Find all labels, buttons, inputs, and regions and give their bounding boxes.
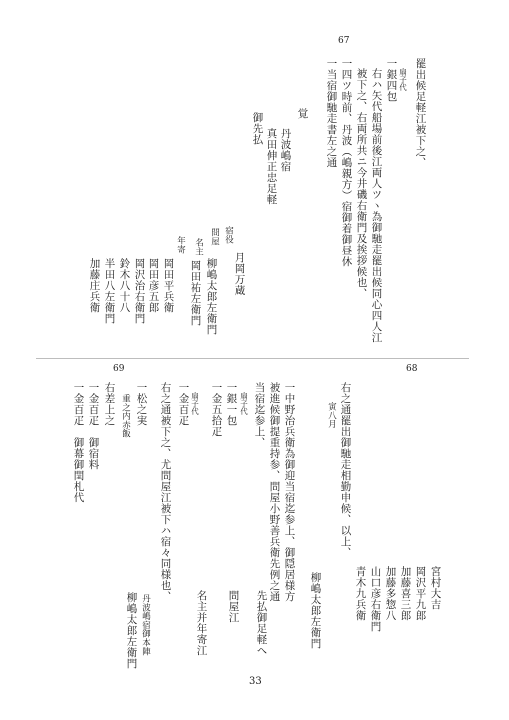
text-column: 右之通被下之、尤問屋江被下ハ宿々同様也、 bbox=[159, 382, 172, 602]
note-entry: 先払御足軽へ bbox=[255, 590, 268, 656]
name-entry: 月岡万蔵 bbox=[233, 252, 246, 296]
text-column: 真田伸正忠足軽 bbox=[265, 128, 278, 205]
text-column: 御先払 bbox=[251, 112, 264, 145]
note-entry: 丹波嶋宿御本陣 bbox=[140, 594, 151, 656]
section-number-67: 67 bbox=[338, 36, 350, 46]
name-entry: 柳嶋太郎左衛門 bbox=[205, 258, 218, 335]
text-column: 一金五拾疋 bbox=[210, 382, 223, 437]
half-divider bbox=[36, 358, 469, 359]
note-entry: 名主并年寄江 bbox=[195, 590, 208, 656]
name-entry: 岡田平兵衛 bbox=[162, 258, 175, 313]
text-column: 被進候御提重持参、問屋小野善兵衛先例之通 bbox=[268, 382, 281, 602]
text-column: 当宿迄参上、 bbox=[253, 382, 266, 448]
role-label: 年寄 bbox=[175, 236, 186, 254]
text-column: 丹波嶋宿 bbox=[279, 128, 292, 172]
text-column: 一銀四包 bbox=[385, 58, 398, 102]
name-entry: 岡沢治右衛門 bbox=[133, 258, 146, 324]
name-entry: 山口彦右衛門 bbox=[369, 566, 382, 632]
name-entry: 宮村大吉 bbox=[429, 566, 442, 610]
text-column: 一金百疋 bbox=[177, 382, 190, 426]
role-label: 名主 bbox=[193, 238, 204, 256]
section-number-69: 69 bbox=[113, 364, 125, 374]
name-entry: 鈴木八十八 bbox=[118, 258, 131, 313]
note-entry: 問屋江 bbox=[227, 590, 240, 623]
name-entry: 加藤庄兵衛 bbox=[88, 258, 101, 313]
name-entry: 岡沢平九郎 bbox=[414, 566, 427, 621]
annotation-label: 扇子代 bbox=[239, 392, 249, 416]
role-label: 問屋 bbox=[209, 228, 220, 246]
text-column: 罷出候足軽江被下之、 bbox=[414, 58, 427, 168]
name-entry: 柳嶋太郎左衛門 bbox=[125, 592, 138, 669]
page-number: 33 bbox=[249, 676, 262, 687]
text-column: 被下之、右両所共ニ今井磯右衛門及挨拶候也、 bbox=[355, 68, 368, 299]
text-column: 右差上之 bbox=[103, 382, 116, 426]
memo-heading: 覚 bbox=[296, 108, 309, 119]
name-entry: 岡田彦五郎 bbox=[147, 258, 160, 313]
text-column: 一中野治兵衛為御迎当宿迄参上、御隠居様方 bbox=[283, 382, 296, 602]
text-column: 一当宿御馳走書左之通 bbox=[325, 58, 338, 168]
text-column: 一金百疋 御宿料 bbox=[87, 382, 100, 470]
text-column: 右ハ矢代船場前後江両人ツヽ為御馳走罷出候同心四人江 bbox=[370, 68, 383, 343]
text-column: 一四ツ時前、丹波（嶋親方）宿御着御昼休 bbox=[340, 58, 353, 267]
text-column: 一銀一包 bbox=[225, 382, 238, 426]
annotation-label: 扇子代 bbox=[398, 68, 408, 92]
role-label: 宿役 bbox=[223, 226, 234, 244]
text-column: 一松之実 bbox=[135, 382, 148, 426]
name-entry: 加藤喜三郎 bbox=[399, 566, 412, 621]
name-entry: 青木九兵衛 bbox=[354, 566, 367, 621]
text-column: 一金百疋 御幕御閏札代 bbox=[72, 382, 85, 503]
name-entry: 加藤多惣八 bbox=[384, 566, 397, 621]
name-entry: 半田八左衛門 bbox=[103, 258, 116, 324]
date-label: 寅八月 bbox=[326, 402, 337, 429]
name-entry: 柳嶋太郎左衛門 bbox=[309, 572, 322, 649]
text-column: 右之通罷出御馳走相勤申候、以上、 bbox=[339, 382, 352, 558]
section-number-68: 68 bbox=[406, 364, 418, 374]
annotation-label: 扇子代 bbox=[190, 392, 200, 416]
text-column: 重之内赤飯 bbox=[120, 394, 131, 438]
name-entry: 岡田祐左衛門 bbox=[189, 260, 202, 326]
